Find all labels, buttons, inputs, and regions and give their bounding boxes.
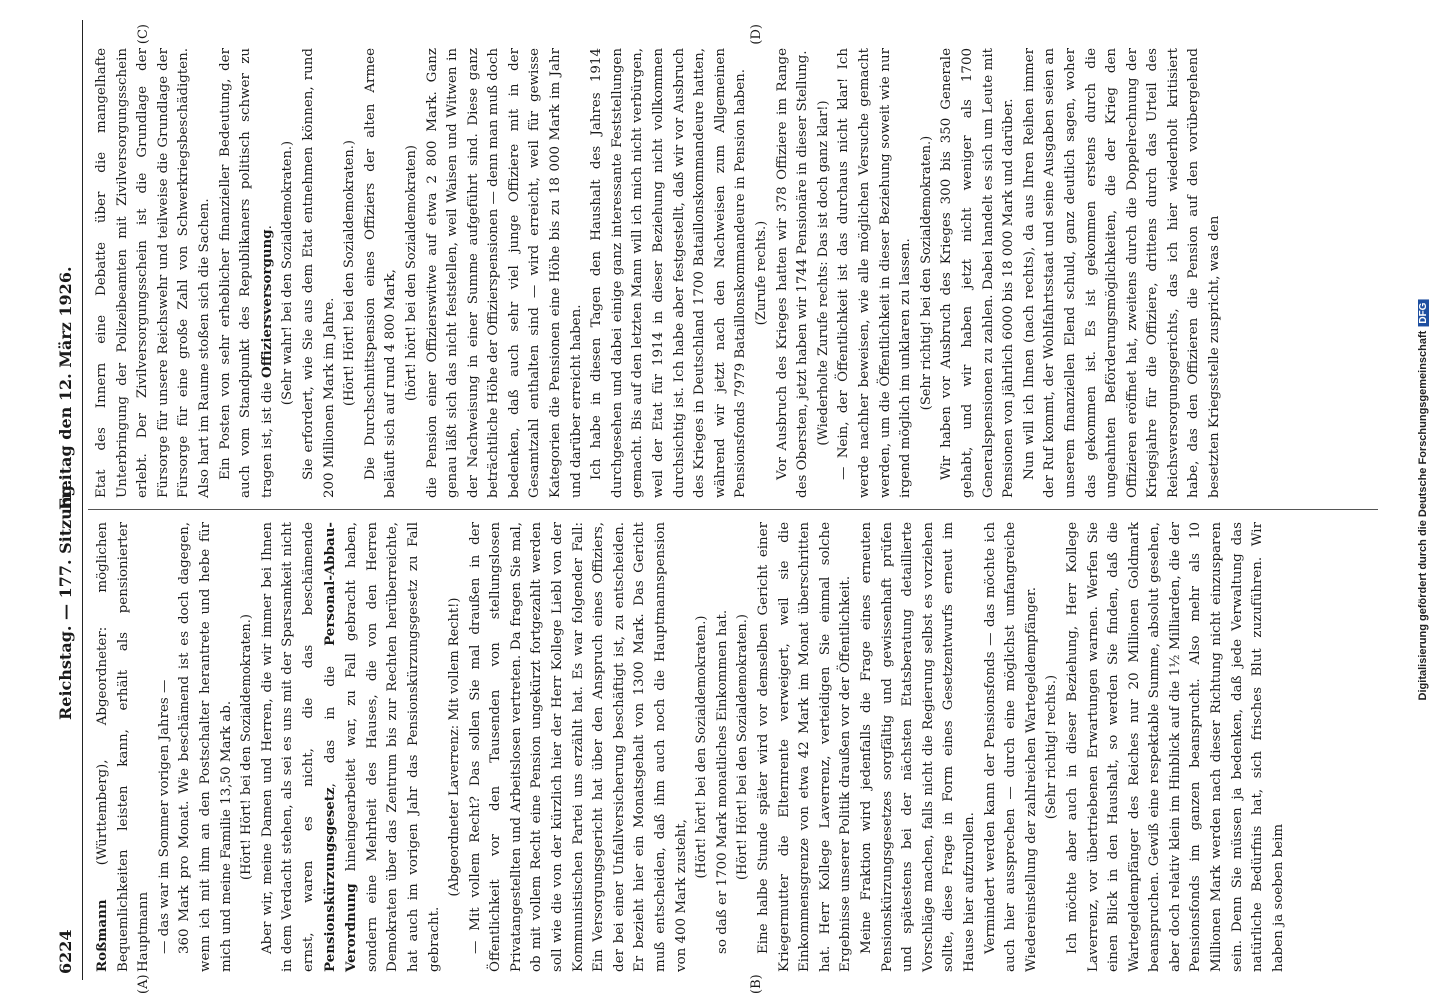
margin-mark-a: (A): [136, 974, 151, 994]
rotated-document-page: [52, 20, 1382, 994]
emphasis-term: Pensionskürzungsgesetz: [321, 787, 338, 972]
emphasis-term: Personal-Abbau-Verordnung: [321, 522, 360, 972]
interjection: (Hört! Hört! bei den Sozialdemokraten.): [342, 140, 358, 406]
interjection: (Sehr wahr! bei den Sozialdemokraten.): [280, 140, 296, 406]
right-column: [92, 24, 1377, 498]
left-column: [92, 522, 1377, 994]
paragraph: Wir haben vor Ausbruch des Krieges 300 bis 350 Generale gehabt, und wir haben jetzt nicht weniger als 1700 Generalspensionen zu zahlen. Dabei handelt es sich um Leute mit Pensionen von jährlich 6000 bis 18 000 Mark und darüber.: [939, 48, 1017, 498]
paragraph: — Nein, der Öffentlichkeit ist das durchaus nicht klar! Ich werde nachher beweisen, wie alle möglichen Versuche gemacht werden, um die Öffentlichkeit in dieser Beziehung soweit wie nur irgend möglich im unklaren zu lassen.: [836, 48, 914, 498]
paragraph: Sie erfordert, wie Sie aus dem Etat entnehmen können, rund 200 Millionen Mark im Jahre.: [300, 48, 337, 498]
speaker-line: [92, 522, 155, 972]
paragraph: Eine halbe Stunde später wird vor demselben Gericht einer Kriegermutter die Elternrente verweigert, weil sie die Einkommensgrenze von etwa 42 Mark im Monat überschritten hat. Herr Kollege Laverrenz, verteidigen Sie einmal solche Ergebnisse unserer Politik draußen vor der Öffentlichkeit.: [756, 522, 854, 972]
paragraph: [216, 48, 279, 498]
interjection: (Hört! hört! bei den Sozialdemokraten.): [694, 615, 710, 879]
interjection: (Sehr richtig! rechts.): [1044, 674, 1060, 820]
interjection: (Sehr richtig! bei den Sozialdemokraten.): [918, 135, 934, 411]
speaker-name: Roßmann: [94, 899, 110, 972]
paragraph: Nun will ich Ihnen (nach rechts), da aus Ihren Reihen immer der Ruf kommt, der Wohlfahrtsstaat und seine Ausgaben seien an unserem finanziellen Elend schuld, ganz deutlich sagen, woher das gekommen ist. Es ist gekommen erstens durch die ungeahnten Beförderungsmöglichkeiten, die der Krieg den Offizieren eröffnet hat, zweitens durch die Doppelrechnung der Kriegsjahre für die Offiziere, drittens durch das Urteil des Reichsversorgungsgerichts, das ich hier wiederholt kritisiert habe, das den Offizieren die Pension auf den vorübergehend besetzten Kriegsstelle zuspricht, was den: [1021, 48, 1223, 498]
interjection: (Hört! Hört! bei den Sozialdemokraten.): [239, 614, 255, 880]
page-number: 6224: [56, 929, 75, 974]
interjection: (hört! hört! bei den Sozialdemokraten): [403, 145, 419, 401]
interjection: (Wiederholte Zurufe rechts: Das ist doch ganz klar!): [815, 100, 831, 446]
interjection: (Abgeordneter Laverrenz: Mit vollem Recht!): [447, 597, 463, 897]
speaker-note: (Württemberg), Abgeordneter:: [95, 626, 110, 866]
digitization-credit-text: [1417, 300, 1429, 701]
text-run: Aber wir, meine Damen und Herren, die wir immer bei Ihnen in dem Verdacht stehen, als sei es uns mit der Sparsamkeit nicht ernst, waren es nicht, die das beschämende: [259, 522, 316, 972]
emphasis-term: Offiziersversorgung: [258, 229, 275, 378]
paragraph: [258, 522, 445, 972]
running-head: [52, 20, 83, 980]
column-divider: [88, 509, 1378, 510]
paragraph: Ich möchte aber auch in dieser Beziehung, Herr Kollege Laverrenz, vor übertriebenen Erwartungen warnen. Werfen Sie einen Blick in den Haushalt, so werden Sie finden, daß die Wartegeldempfänger des Reiches nur 20 Millionen Goldmark beanspruchen. Gewiß eine respektable Summe, absolut gesehen, aber doch relativ klein im Hinblick auf die 1½ Milliarden, die der Pensionsfonds im ganzen beansprucht. Also mehr als 10 Millionen Mark werden nach dieser Richtung nicht einzusparen sein. Denn Sie müssen ja bedenken, daß jede Verwaltung das natürliche Bedürfnis hat, sich frisches Blut zuzuführen. Wir haben ja soeben beim: [1064, 522, 1286, 972]
paragraph: möglichen Bequemlichkeiten leisten kann, erhält als pensionierter Hauptmann: [95, 522, 152, 972]
paragraph: Vor Ausbruch des Krieges hatten wir 378 Offiziere im Range des Obersten, jetzt haben wir 1744 Pensionäre in dieser Stellung.: [774, 48, 811, 498]
paragraph: Ich habe in diesen Tagen den Haushalt des Jahres 1914 durchgesehen und dabei einige ganz interessante Feststellungen gemacht. Bis auf den letzten Mann will ich mich nicht verbürgen, weil der Etat für 1914 in dieser Beziehung nicht vollkommen durchsichtig ist. Ich habe aber festgestellt, daß wir vor Ausbruch des Krieges in Deutschland 1700 Bataillonskommandeure hatten, während wir jetzt nach den Nachweisen zum Allgemeinen Pensionsfonds 7979 Bataillonskommandeure in Pension haben.: [589, 48, 749, 498]
paragraph: — das war im Sommer vorigen Jahres —: [156, 679, 172, 954]
margin-mark-d: (D): [749, 24, 764, 45]
paragraph: 360 Mark pro Monat. Wie beschämend ist es doch dagegen, wenn ich mit ihm an den Postschalter herantrete und hebe für mich und meine Familie 13,50 Mark ab.: [177, 522, 234, 972]
paragraph: die Pension einer Offizierswitwe auf etwa 2 800 Mark. Ganz genau läßt sich das nicht feststellen, weil Waisen und Witwen in der Nachweisung in einer Summe aufgeführt sind. Diese ganz beträchtliche Höhe der Offizierspensionen — denn man muß doch bedenken, daß auch sehr viel junge Offiziere mit in der Gesamtzahl enthalten sind — wird erreicht, weil für gewisse Kategorien die Pensionen eine Höhe bis zu 18 000 Mark im Jahr und darüber erreicht haben.: [424, 48, 584, 498]
paragraph: Die Durchschnittspension eines Offiziers der alten Armee beläuft sich auf rund 4 800 Mark,: [362, 48, 399, 498]
session-title: Reichstag. — 177. Sitzung.: [56, 479, 75, 720]
interjection: (Hört! Hört! bei den Sozialdemokraten.): [735, 614, 751, 880]
digitization-credit: [1414, 10, 1432, 990]
text-run: Ein Posten von sehr erheblicher finanzieller Bedeutung, der auch vom Standpunkt des Republikaners politisch schwer zu tragen ist, ist die: [217, 48, 275, 498]
paragraph: — Mit vollem Recht? Das sollen Sie mal draußen in der Öffentlichkeit vor den Tausenden von stellungslosen Privatangestellten und Arbeitslosen vertreten. Da fragen Sie mal, ob mit vollem Recht eine Pension ungekürzt fortgezahlt werden soll wie die von der kürzlich hier der Herr Kollege Liebl von der Kommunistischen Partei uns erzählt hat. Es war folgender Fall: Ein Versorgungsgericht hat über den Anspruch eines Offiziers, der bei einer Unfallversicherung beschäftigt ist, zu entscheiden. Er bezieht hier ein Monatsgehalt von 1300 Mark. Das Gericht muß entscheiden, daß ihm auch noch die Hauptmannspension von 400 Mark zusteht,: [467, 522, 689, 972]
credit-text: Digitalisierung gefördert durch die Deutsche Forschungsgemeinschaft: [1417, 330, 1429, 701]
session-date: Freitag den 12. März 1926.: [56, 266, 75, 510]
text-run: hineingearbeitet war, zu Fall gebracht haben, sondern eine Mehrheit des Hauses, die von den Herren Demokraten über das Zentrum bis zur Rechten herüberreichte, hat auch im vorigen Jahr das Pensionskürzungsgesetz zu Fall gebracht.: [344, 522, 442, 972]
text-run: , das in die: [322, 645, 338, 788]
paragraph: Vermindert werden kann der Pensionsfonds — das möchte ich auch hier aussprechen — durch eine möglichst umfangreiche Wiedereinstellung der zahlreichen Wartegeldempfänger.: [982, 522, 1039, 972]
paragraph: Meine Fraktion wird jedenfalls die Frage eines erneuten Pensionskürzungsgesetzes sorgfältig und gewissenhaft prüfen und spätestens bei der nächsten Etatsberatung detaillierte Vorschläge machen, falls nicht die Regierung selbst es vorziehen sollte, diese Frage in Form eines Gesetzentwurfs erneut im Hause hier aufzurollen.: [858, 522, 977, 972]
interjection: (Zurufe rechts.): [754, 220, 769, 326]
paragraph: Etat des Innern eine Debatte über die mangelhafte Unterbringung der Polizeibeamten mit Zivilversorgungsschein erlebt. Der Zivilversorgungsschein ist die Grundlage der Fürsorge für unsere Reichswehr und teilweise die Grundlage der Fürsorge für eine große Zahl von Schwerkriegsbeschädigten. Also hart im Raume stoßen sich die Sachen.: [94, 48, 212, 498]
dfg-logo: DFG: [1418, 300, 1429, 327]
text-run: .: [259, 225, 275, 230]
margin-mark-c: (C): [136, 24, 151, 45]
margin-mark-b: (B): [749, 974, 764, 994]
paragraph: so daß er 1700 Mark monatliches Einkommen hat.: [714, 609, 730, 954]
